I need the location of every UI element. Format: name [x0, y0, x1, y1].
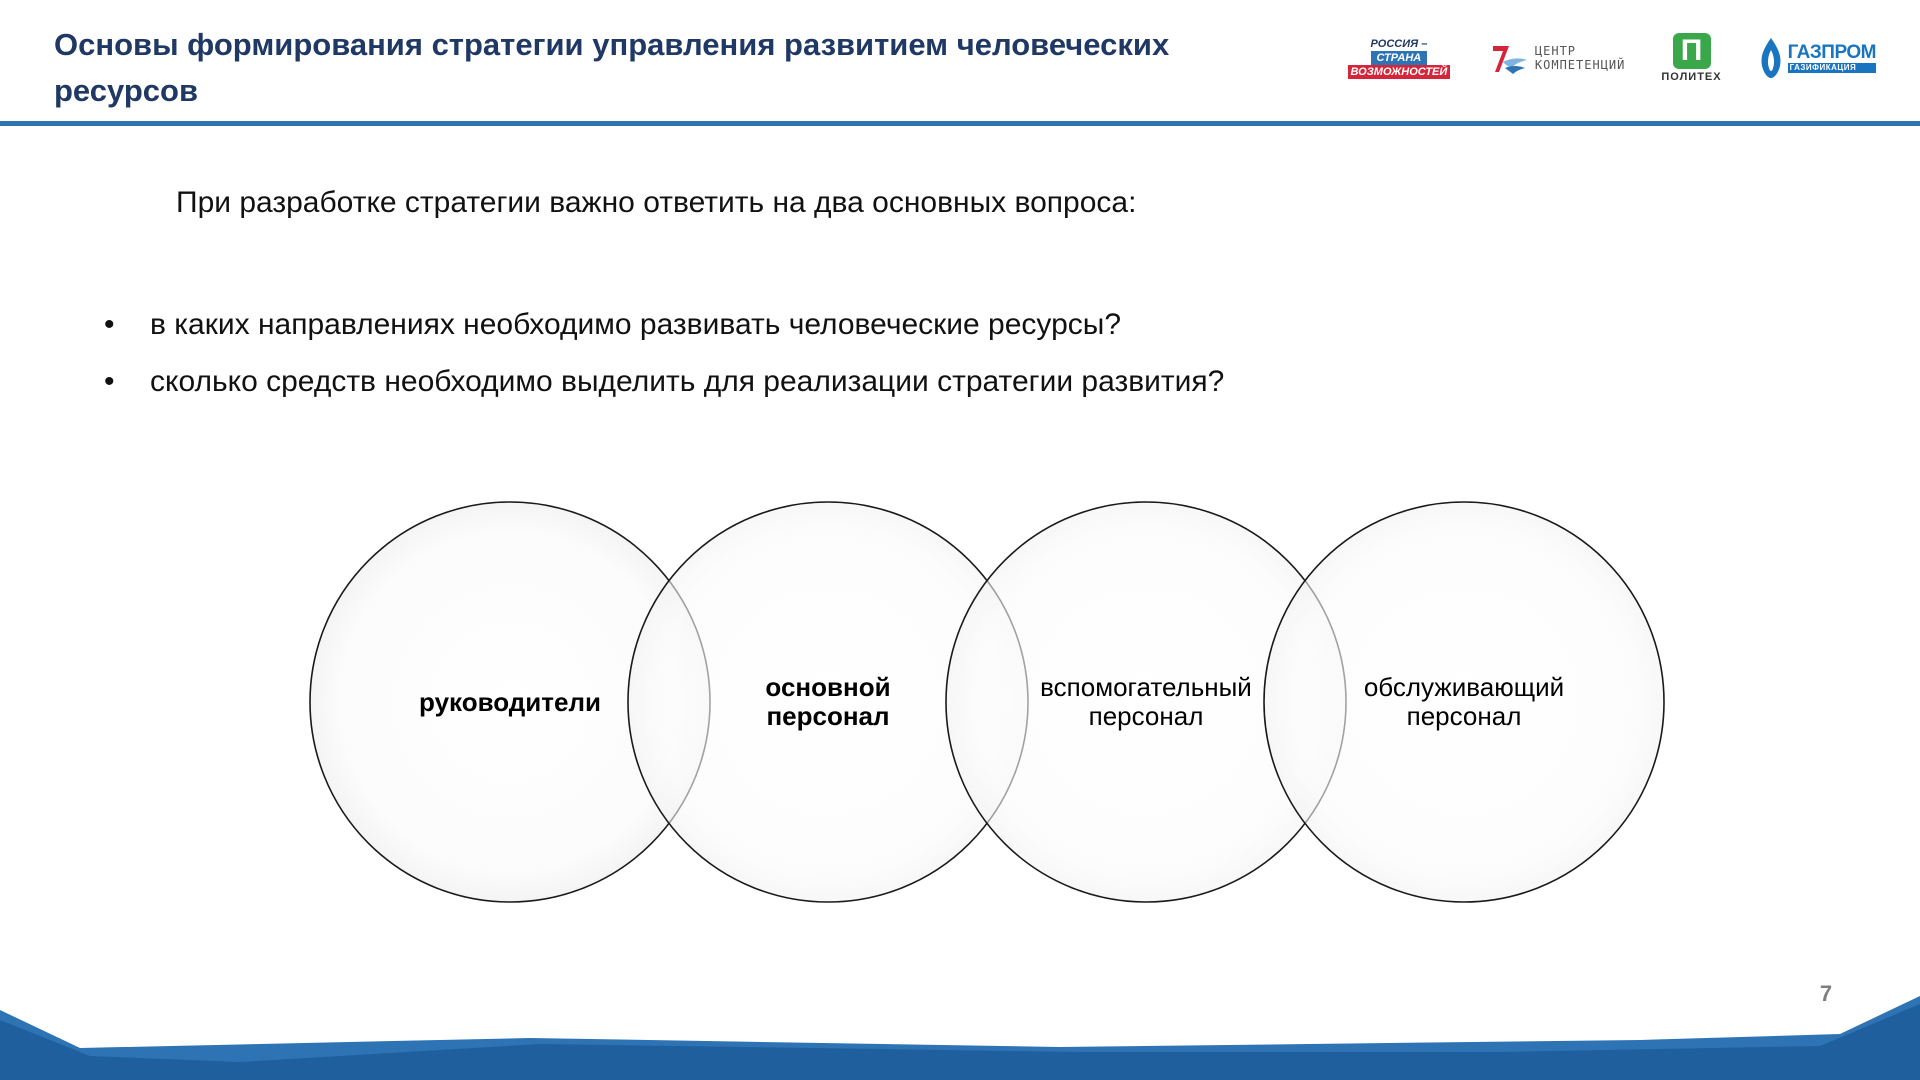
question-list — [100, 296, 1224, 410]
question-item-2 — [100, 353, 1224, 410]
footer-wave — [0, 990, 1920, 1080]
russia-logo-line3: ВОЗМОЖНОСТЕЙ — [1348, 65, 1451, 79]
slide-title: Основы формирования стратегии управления развитием человеческих ресурсов — [54, 27, 1170, 108]
bullet-icon: • — [104, 308, 115, 341]
gazprom-logo-subtext: ГАЗИФИКАЦИЯ — [1788, 63, 1876, 73]
russia-logo-line1: РОССИЯ – — [1370, 37, 1428, 50]
gazprom-logo-text: ГАЗПРОМ — [1787, 42, 1876, 63]
service-staff-label-line2: персонал — [1406, 701, 1522, 731]
gazprom-flame-icon — [1758, 36, 1784, 80]
competence-center-icon — [1489, 38, 1529, 78]
support-staff-label-line2: персонал — [1088, 701, 1204, 731]
support-staff-label-line1: вспомогательный — [1040, 672, 1252, 702]
core-staff-label-line2: персонал — [766, 701, 890, 731]
competence-center-logo — [1489, 38, 1625, 78]
gazprom-logo — [1758, 36, 1876, 80]
staff-categories-venn-diagram — [300, 492, 1680, 912]
question-text-1: в каких направлениях необходимо развивать человеческие ресурсы? — [150, 308, 1122, 341]
partner-logos — [1345, 28, 1876, 88]
managers-label: руководители — [419, 687, 601, 717]
service-staff-label-line1: обслуживающий — [1363, 672, 1565, 702]
slide-header — [0, 0, 1920, 126]
center-logo-line1: ЦЕНТР — [1534, 44, 1577, 58]
center-logo-line2: КОМПЕТЕНЦИЙ — [1534, 58, 1626, 72]
russia-logo-line2: СТРАНА — [1371, 51, 1428, 65]
question-text-2: сколько средств необходимо выделить для реализации стратегии развития? — [150, 365, 1225, 398]
page-number: 7 — [1819, 981, 1833, 1006]
politech-logo — [1661, 33, 1721, 83]
politech-logo-text: ПОЛИТЕХ — [1661, 71, 1722, 83]
intro-text: При разработке стратегии важно ответить на два основных вопроса: — [176, 186, 1137, 219]
russia-land-of-opportunities-logo — [1345, 33, 1453, 83]
core-staff-label-line1: основной — [765, 672, 891, 702]
bullet-icon: • — [104, 365, 115, 398]
header-divider — [0, 121, 1920, 126]
question-item-1 — [100, 296, 1224, 353]
politech-mark-icon: П — [1673, 33, 1711, 69]
